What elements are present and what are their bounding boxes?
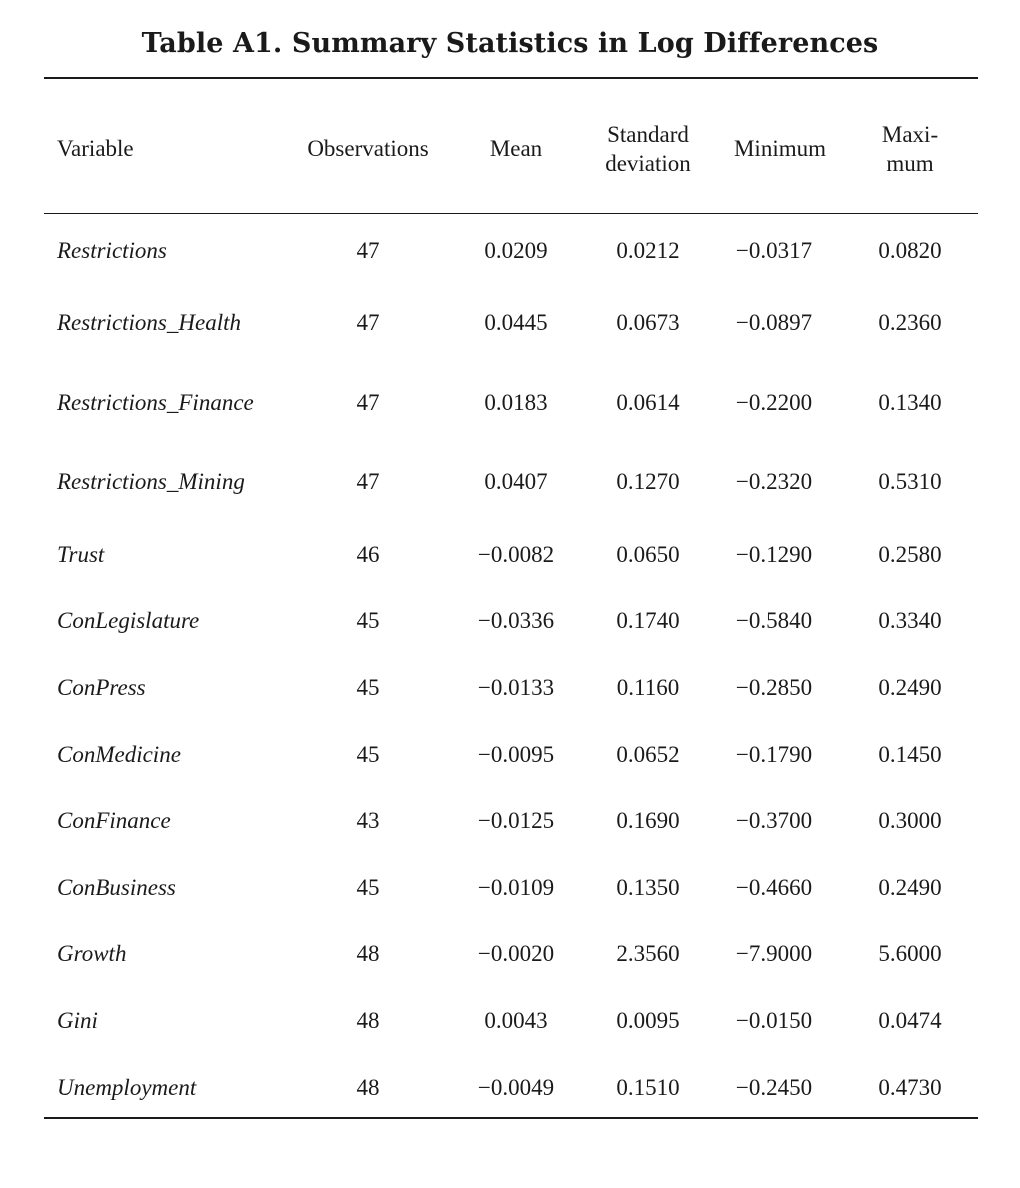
cell-variable: Restrictions — [57, 238, 167, 263]
header-rule — [44, 213, 978, 214]
cell-standard-deviation: 0.0652 — [616, 742, 680, 767]
cell-standard-deviation: 0.1350 — [616, 875, 680, 900]
cell-mean: −0.0133 — [477, 675, 555, 700]
table-title: Table A1. Summary Statistics in Log Differences — [141, 28, 879, 59]
cell-observations: 47 — [356, 469, 380, 494]
cell-minimum: −0.5840 — [735, 608, 813, 633]
table-row — [0, 873, 1020, 903]
cell-standard-deviation: 0.0095 — [616, 1008, 680, 1033]
cell-variable: Restrictions_Health — [57, 310, 241, 335]
table-row — [0, 388, 1020, 418]
cell-mean: 0.0407 — [484, 469, 548, 494]
cell-standard-deviation: 0.0673 — [616, 310, 680, 335]
cell-variable: ConPress — [57, 675, 146, 700]
cell-standard-deviation: 0.0212 — [616, 238, 680, 263]
header-max-line2: mum — [886, 151, 934, 176]
cell-observations: 45 — [356, 742, 380, 767]
table-row — [0, 740, 1020, 770]
cell-minimum: −0.2450 — [735, 1075, 813, 1100]
cell-mean: −0.0336 — [477, 608, 555, 633]
header-standard-deviation — [578, 120, 718, 178]
cell-maximum: 0.3340 — [878, 608, 942, 633]
cell-observations: 48 — [356, 1075, 380, 1100]
cell-mean: −0.0082 — [477, 542, 555, 567]
cell-mean: 0.0445 — [484, 310, 548, 335]
header-max-line1: Maxi- — [881, 122, 939, 147]
cell-maximum: 0.1340 — [878, 390, 942, 415]
cell-variable: ConBusiness — [57, 875, 176, 900]
cell-maximum: 0.4730 — [878, 1075, 942, 1100]
cell-minimum: −0.2200 — [735, 390, 813, 415]
cell-maximum: 0.5310 — [878, 469, 942, 494]
cell-standard-deviation: 0.1740 — [616, 608, 680, 633]
cell-variable: Restrictions_Finance — [57, 390, 254, 415]
cell-maximum: 0.0474 — [878, 1008, 942, 1033]
cell-variable: Growth — [57, 941, 127, 966]
cell-minimum: −7.9000 — [735, 941, 813, 966]
cell-mean: −0.0125 — [477, 808, 555, 833]
cell-variable: Trust — [57, 542, 105, 567]
cell-variable: Gini — [57, 1008, 98, 1033]
cell-standard-deviation: 0.1270 — [616, 469, 680, 494]
cell-mean: −0.0020 — [477, 941, 555, 966]
cell-minimum: −0.2320 — [735, 469, 813, 494]
cell-observations: 46 — [356, 542, 380, 567]
header-variable: Variable — [57, 136, 134, 161]
cell-maximum: 0.3000 — [878, 808, 942, 833]
cell-observations: 45 — [356, 675, 380, 700]
cell-maximum: 0.1450 — [878, 742, 942, 767]
table-row — [0, 308, 1020, 338]
cell-observations: 45 — [356, 608, 380, 633]
table-row — [0, 806, 1020, 836]
cell-mean: −0.0109 — [477, 875, 555, 900]
header-sd-line2: deviation — [605, 151, 691, 176]
cell-observations: 43 — [356, 808, 380, 833]
cell-observations: 47 — [356, 238, 380, 263]
cell-variable: Unemployment — [57, 1075, 197, 1100]
cell-standard-deviation: 0.1160 — [616, 675, 680, 700]
cell-maximum: 0.2580 — [878, 542, 942, 567]
cell-observations: 47 — [356, 310, 380, 335]
cell-observations: 48 — [356, 1008, 380, 1033]
cell-mean: −0.0049 — [477, 1075, 555, 1100]
table-row — [0, 1006, 1020, 1036]
cell-minimum: −0.0897 — [735, 310, 813, 335]
header-minimum: Minimum — [733, 136, 826, 161]
cell-minimum: −0.3700 — [735, 808, 813, 833]
cell-observations: 47 — [356, 390, 380, 415]
cell-standard-deviation: 0.0650 — [616, 542, 680, 567]
table-row — [0, 1073, 1020, 1103]
cell-standard-deviation: 0.1510 — [616, 1075, 680, 1100]
cell-minimum: −0.4660 — [735, 875, 813, 900]
cell-minimum: −0.0150 — [735, 1008, 813, 1033]
cell-minimum: −0.1290 — [735, 542, 813, 567]
table-row — [0, 540, 1020, 570]
header-maximum — [850, 120, 970, 178]
cell-observations: 45 — [356, 875, 380, 900]
cell-mean: 0.0209 — [484, 238, 548, 263]
table-row — [0, 467, 1020, 497]
cell-maximum: 0.2490 — [878, 875, 942, 900]
header-mean: Mean — [489, 136, 543, 161]
cell-mean: 0.0183 — [484, 390, 548, 415]
cell-minimum: −0.1790 — [735, 742, 813, 767]
cell-maximum: 0.2490 — [878, 675, 942, 700]
table-row — [0, 939, 1020, 969]
cell-maximum: 0.0820 — [878, 238, 942, 263]
cell-mean: −0.0095 — [477, 742, 555, 767]
header-sd-line1: Standard — [607, 122, 689, 147]
bottom-rule — [44, 1117, 978, 1119]
cell-variable: ConMedicine — [57, 742, 181, 767]
cell-variable: Restrictions_Mining — [57, 469, 245, 494]
cell-observations: 48 — [356, 941, 380, 966]
header-observations: Observations — [307, 136, 429, 161]
cell-variable: ConFinance — [57, 808, 171, 833]
cell-minimum: −0.2850 — [735, 675, 813, 700]
cell-minimum: −0.0317 — [735, 238, 813, 263]
cell-standard-deviation: 2.3560 — [616, 941, 680, 966]
cell-standard-deviation: 0.1690 — [616, 808, 680, 833]
cell-mean: 0.0043 — [484, 1008, 548, 1033]
cell-standard-deviation: 0.0614 — [616, 390, 680, 415]
table-row — [0, 606, 1020, 636]
top-rule — [44, 77, 978, 79]
table-row — [0, 673, 1020, 703]
cell-maximum: 0.2360 — [878, 310, 942, 335]
cell-variable: ConLegislature — [57, 608, 200, 633]
cell-maximum: 5.6000 — [878, 941, 942, 966]
table-row — [0, 236, 1020, 266]
